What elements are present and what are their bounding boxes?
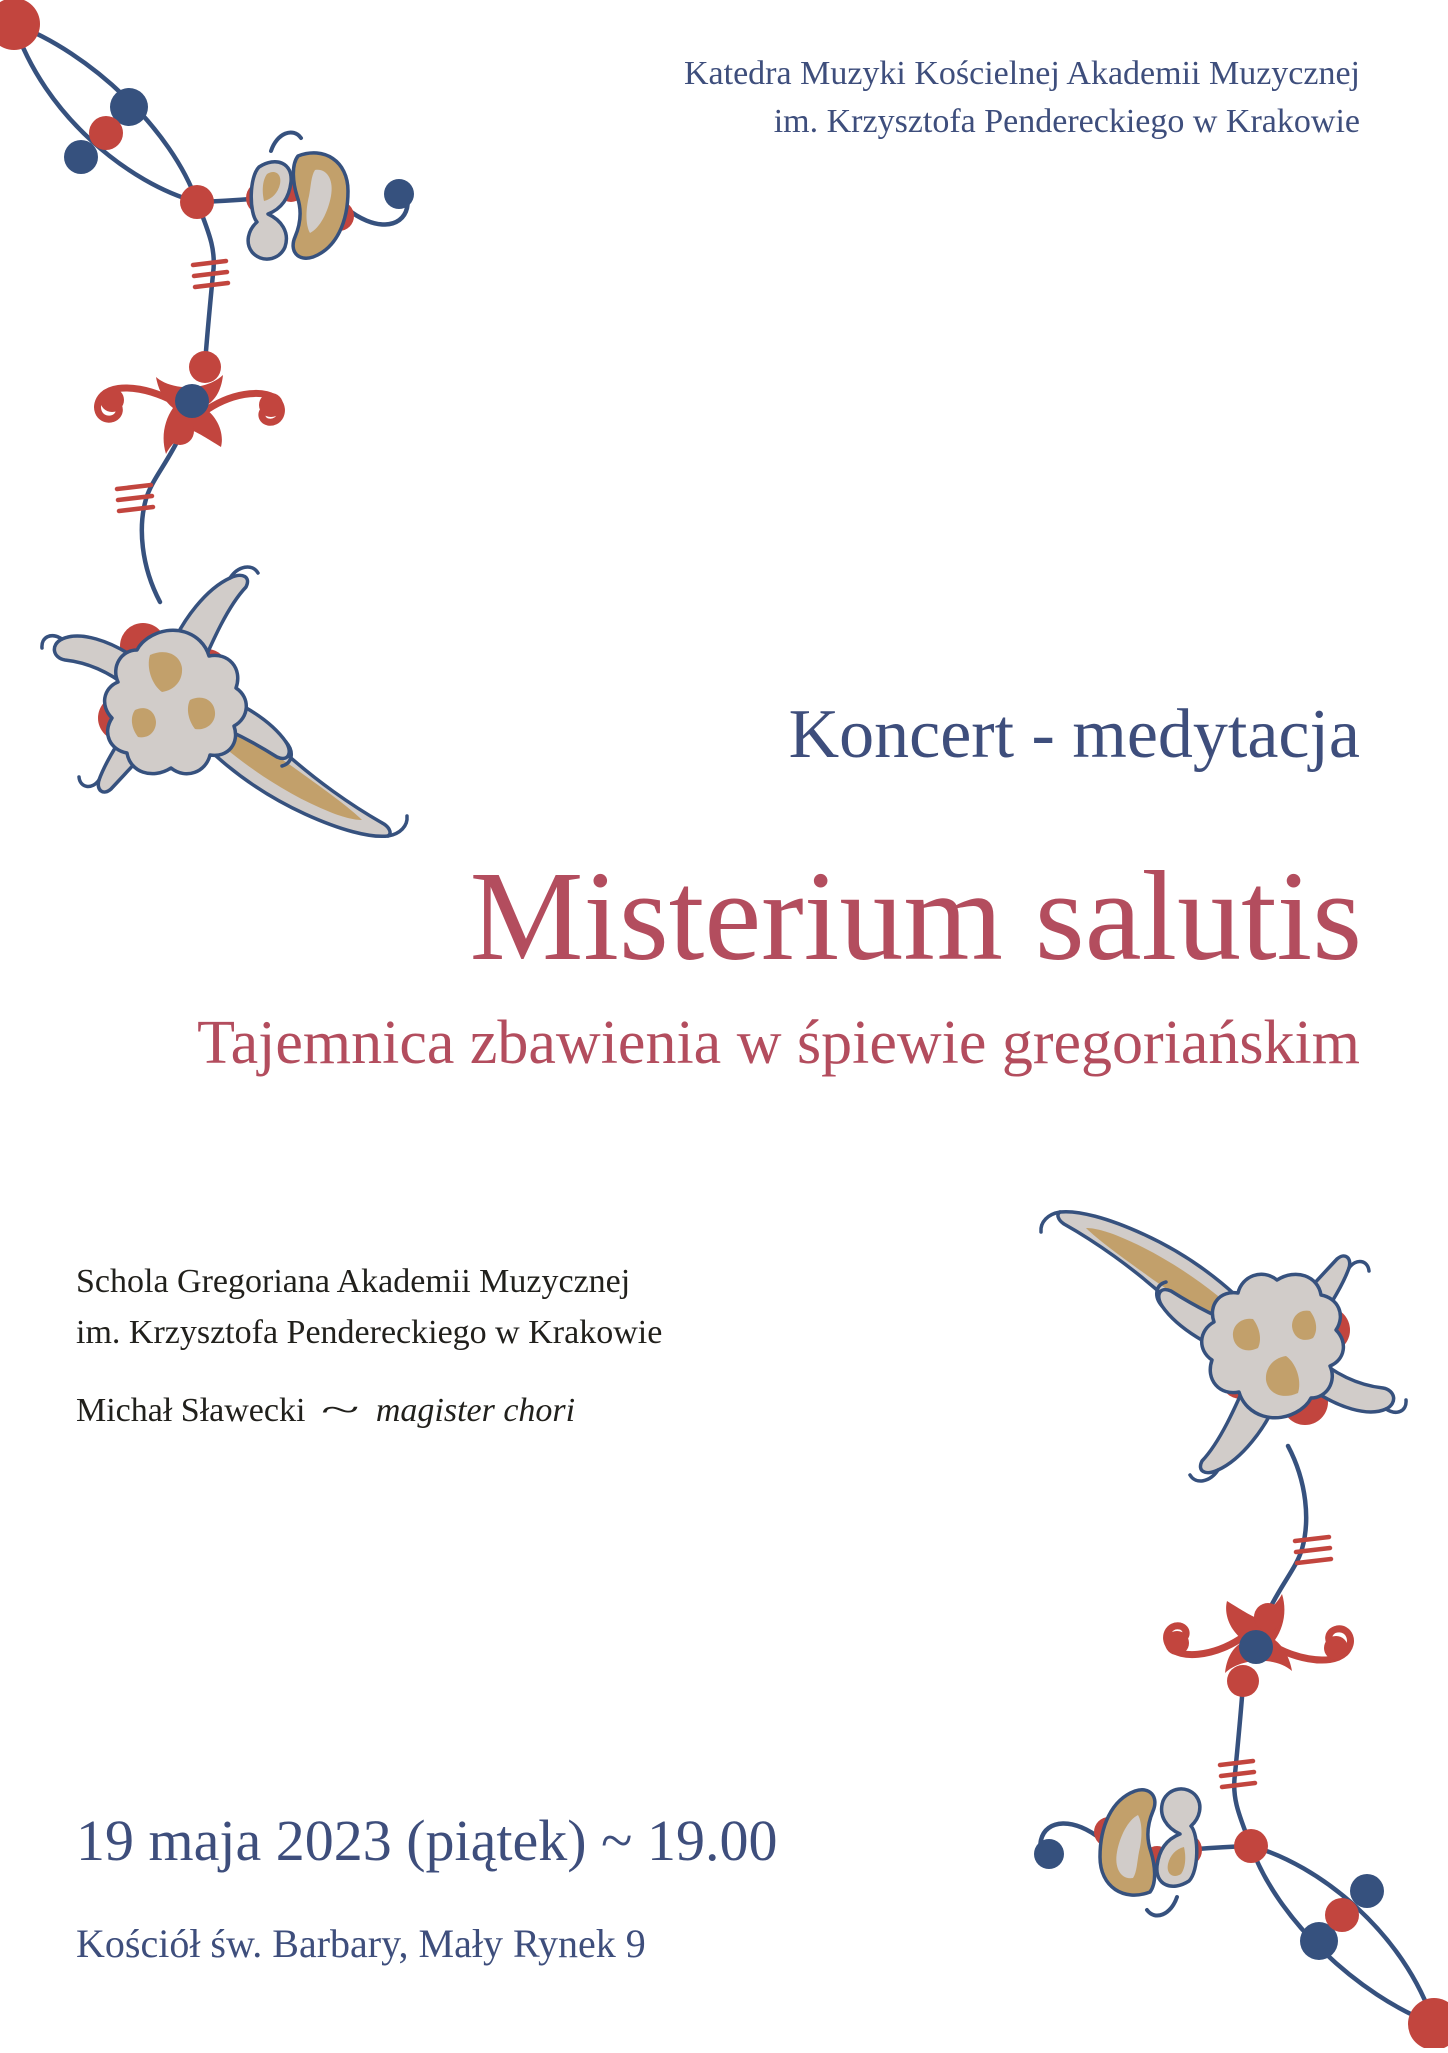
bottom-right-vine-ornament-icon: [1018, 1198, 1448, 2048]
event-kicker: Koncert - medytacja: [788, 696, 1360, 773]
performers-block: [76, 1256, 662, 1430]
conductor-role: magister chori: [375, 1392, 576, 1429]
organizer-line2: im. Krzysztofa Pendereckiego w Krakowie: [773, 103, 1360, 141]
event-subtitle: Tajemnica zbawienia w śpiewie gregoriańskim: [197, 1009, 1360, 1077]
top-left-vine-ornament-icon: [0, 0, 430, 850]
event-title: Misterium salutis: [469, 845, 1362, 987]
event-venue: Kościół św. Barbary, Mały Rynek 9: [76, 1921, 646, 1966]
conductor-line: [76, 1392, 662, 1430]
ensemble-line2: im. Krzysztofa Pendereckiego w Krakowie: [76, 1314, 663, 1351]
ensemble-line1: Schola Gregoriana Akademii Muzycznej: [76, 1263, 631, 1300]
organizer-line1: Katedra Muzyki Kościelnej Akademii Muzycznej: [684, 55, 1360, 92]
organizer-block: [684, 50, 1360, 147]
swung-dash: ~: [321, 1392, 360, 1429]
ensemble-name: [76, 1256, 662, 1358]
event-datetime: 19 maja 2023 (piątek) ~ 19.00: [76, 1808, 778, 1873]
conductor-name: Michał Sławecki: [76, 1392, 306, 1429]
